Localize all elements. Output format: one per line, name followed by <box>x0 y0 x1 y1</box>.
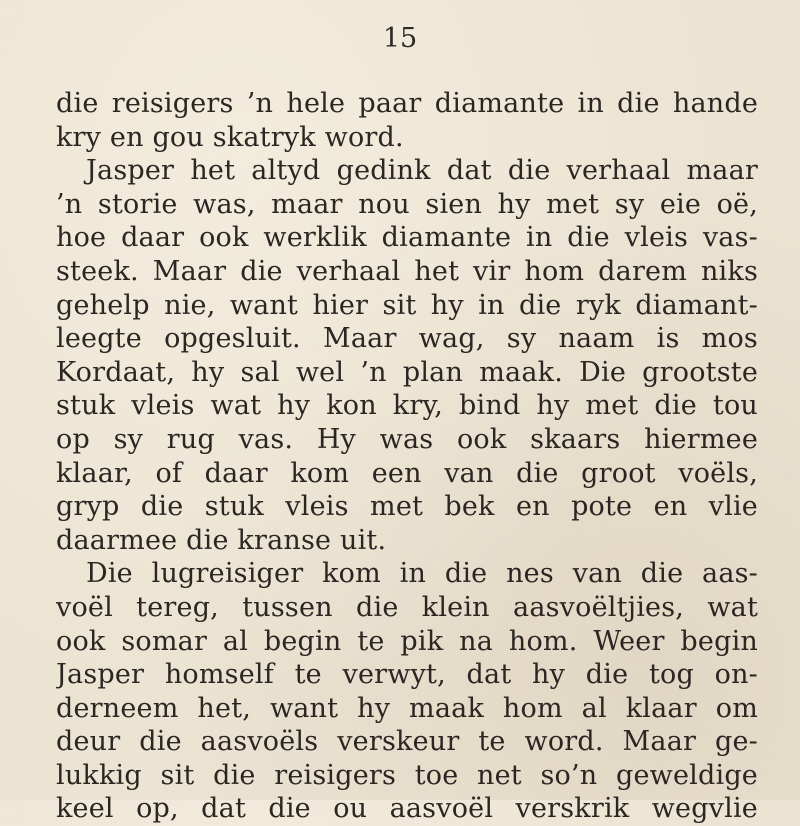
body-text <box>56 87 758 826</box>
text-line: leegte opgesluit. Maar wag, sy naam is mos <box>56 323 758 355</box>
text-line: ’n storie was, maar nou sien hy met sy eie oë, <box>56 188 758 220</box>
page-number: 15 <box>382 23 418 54</box>
text-line: voël tereg, tussen die klein aasvoëltjies, wat <box>56 591 758 623</box>
text-line: Jasper het altyd gedink dat die verhaal maar <box>86 155 758 187</box>
text-line: Jasper homself te verwyt, dat hy die tog on- <box>56 659 758 691</box>
text-line: die reisigers ’n hele paar diamante in die hande <box>56 88 758 119</box>
text-line: lukkig sit die reisigers toe net so’n geweldige <box>56 759 758 791</box>
text-line: Kordaat, hy sal wel ’n plan maak. Die grootste <box>56 356 758 388</box>
text-line: hoe daar ook werklik diamante in die vleis vas- <box>56 222 758 254</box>
text-line: deur die aasvoëls verskeur te word. Maar ge- <box>56 726 758 758</box>
text-line: gryp die stuk vleis met bek en pote en vlie <box>56 491 758 523</box>
text-line: klaar, of daar kom een van die groot voëls, <box>56 457 758 489</box>
text-line: Die lugreisiger kom in die nes van die aas- <box>86 558 758 590</box>
text-line: stuk vleis wat hy kon kry, bind hy met die tou <box>56 390 758 422</box>
text-line: op sy rug vas. Hy was ook skaars hiermee <box>56 423 758 455</box>
text-line: daarmee die kranse uit. <box>56 524 387 556</box>
text-line: kry en gou skatryk word. <box>56 121 404 153</box>
text-line: gehelp nie, want hier sit hy in die ryk diamant- <box>56 289 758 321</box>
text-line: steek. Maar die verhaal het vir hom darem niks <box>56 255 758 287</box>
text-line: derneem het, want hy maak hom al klaar om <box>56 692 758 724</box>
text-line: ook somar al begin te pik na hom. Weer begin <box>56 625 758 657</box>
text-line: keel op, dat die ou aasvoël verskrik wegvlie <box>56 793 758 825</box>
